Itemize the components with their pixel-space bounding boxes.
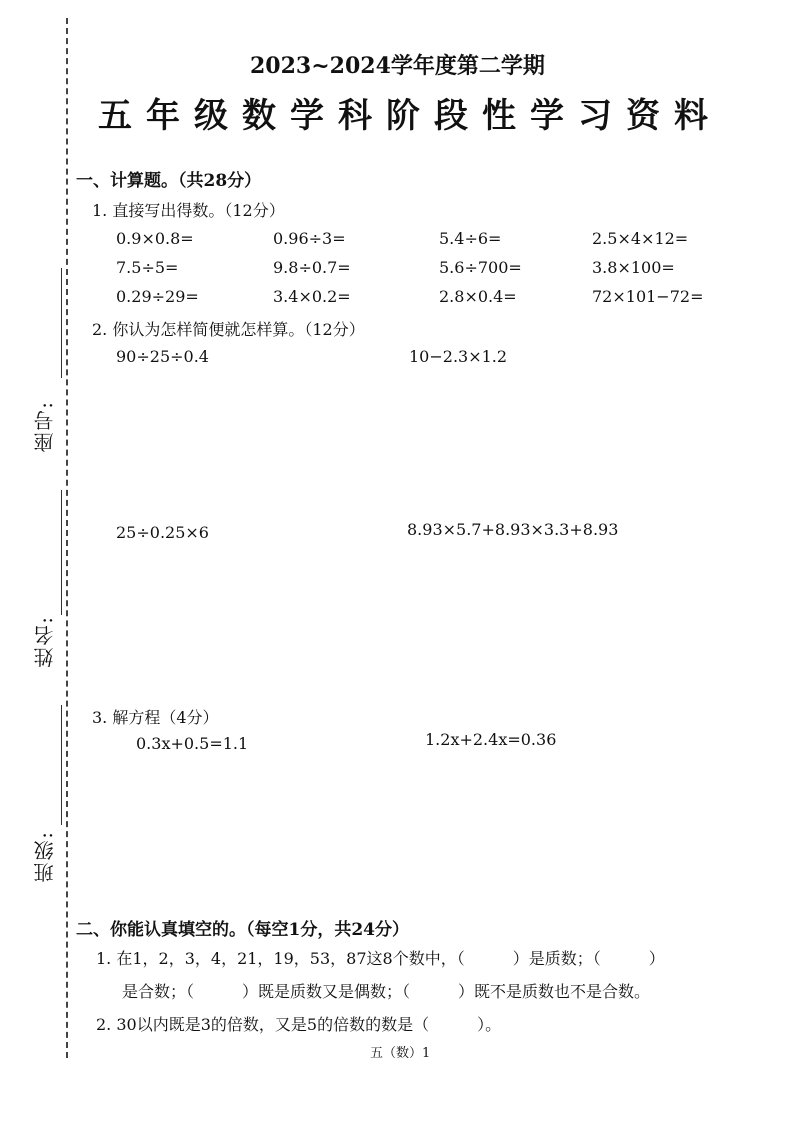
oral-calc-item: 0.9×0.8= [116,229,194,248]
seat-write-line [61,268,62,378]
class-write-line [61,705,62,825]
oral-calc-item: 5.6÷700= [439,258,522,277]
oral-calc-item: 2.5×4×12= [592,229,689,248]
question-3-label: 3. 解方程（4分） [92,708,219,727]
question-2-label: 2. 你认为怎样简便就怎样算。（12分） [92,320,365,339]
section-1-heading: 一、计算题。（共28分） [76,171,262,191]
oral-calc-item: 0.29÷29= [116,287,199,306]
oral-calc-item: 5.4÷6= [439,229,502,248]
fill-question-2: 2. 30以内既是3的倍数，又是5的倍数的数是（ ）。 [96,1015,502,1034]
seat-label: 座号: [33,400,57,453]
simplify-calc-item: 25÷0.25×6 [116,523,209,542]
paper-title: 五年级数学科阶段性学习资料 [98,96,722,136]
name-label: 姓名: [33,615,57,668]
page-footer: 五（数）1 [370,1046,431,1061]
oral-calc-item: 2.8×0.4= [439,287,517,306]
fill-question-1-line-2: 是合数；（ ）既是质数又是偶数；（ ）既不是质数也不是合数。 [122,982,651,1001]
simplify-calc-item: 90÷25÷0.4 [116,347,209,366]
oral-calc-item: 3.4×0.2= [273,287,351,306]
fill-question-1-line-1: 1. 在1，2，3，4，21，19，53，87这8个数中，（ ）是质数；（ ） [96,949,665,968]
oral-calc-item: 72×101−72= [592,287,704,306]
oral-calc-item: 9.8÷0.7= [273,258,351,277]
term-subtitle: 2023~2024学年度第二学期 [250,53,545,79]
oral-calc-item: 0.96÷3= [273,229,346,248]
simplify-calc-item: 10−2.3×1.2 [409,347,508,366]
question-1-label: 1. 直接写出得数。（12分） [92,201,285,220]
class-label: 班级: [33,830,57,883]
name-write-line [61,490,62,615]
section-2-heading: 二、你能认真填空的。（每空1分，共24分） [76,920,409,940]
oral-calc-item: 3.8×100= [592,258,675,277]
oral-calc-item: 7.5÷5= [116,258,179,277]
equation-item: 1.2x+2.4x=0.36 [425,730,557,749]
equation-item: 0.3x+0.5=1.1 [136,734,249,753]
simplify-calc-item: 8.93×5.7+8.93×3.3+8.93 [407,520,619,539]
binding-dashed-line [66,18,68,1058]
